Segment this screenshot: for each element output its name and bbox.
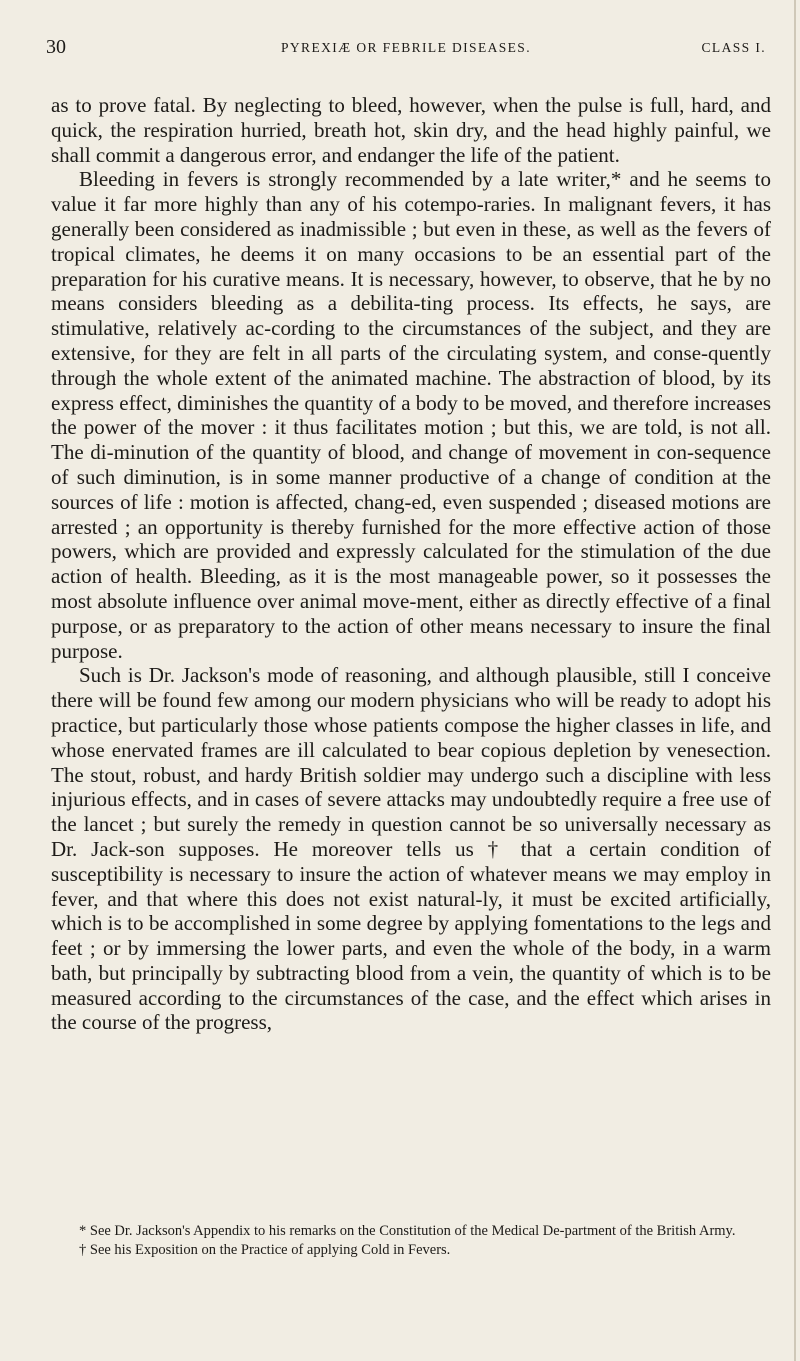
paragraph: as to prove fatal. By neglecting to bleed, however, when the pulse is full, hard, and quick, the respiration hurried, breath hot, skin dry, and the head highly painful, we shall commit a dangerous error, and endanger the life of the patient. (51, 93, 771, 167)
running-title: PYREXIÆ OR FEBRILE DISEASES. (281, 40, 531, 55)
class-label: CLASS I. (701, 40, 766, 55)
footnote: † See his Exposition on the Practice of applying Cold in Fevers. (79, 1242, 451, 1258)
page-header (46, 36, 766, 66)
page-edge (794, 0, 796, 1361)
footnotes (51, 1222, 771, 1260)
paragraph: Bleeding in fevers is strongly recommended by a late writer,* and he seems to value it far more highly than any of his cotempo-raries. In malignant fevers, it has generally been considered as inadmissible ; but even in these, as well as the fevers of tropical climates, he deems it on many occasions to be an essential part of the preparation for his curative means. It is necessary, however, to observe, that he by no means considers bleeding as a debilita-ting process. Its effects, he says, are stimulative, relatively ac-cording to the circumstances of the subject, and they are extensive, for they are felt in all parts of the circulating system, and conse-quently through the whole extent of the animated machine. The abstraction of blood, by its express effect, diminishes the quantity of a body to be moved, and therefore increases the power of the mover : it thus facilitates motion ; but this, we are told, is not all. The di-minution of the quantity of blood, and change of movement in con-sequence of such diminution, is in some manner productive of a change of condition at the sources of life : motion is affected, chang-ed, even suspended ; diseased motions are arrested ; an opportunity is thereby furnished for the more effective action of those powers, which are provided and expressly calculated for the stimulation of the due action of health. Bleeding, as it is the most manageable power, so it possesses the most absolute influence over animal move-ment, either as directly effective of a final purpose, or as preparatory to the action of other means necessary to insure the final purpose. (51, 167, 771, 663)
paragraph: Such is Dr. Jackson's mode of reasoning, and although plausible, still I conceive there will be found few among our modern physicians who will be ready to adopt his practice, but particularly those whose patients compose the higher classes in life, and whose enervated frames are ill calculated to bear copious depletion by venesection. The stout, robust, and hardy British soldier may undergo such a discipline with less injurious effects, and in cases of severe attacks may undoubtedly require a free use of the lancet ; but surely the remedy in question cannot be so universally necessary as Dr. Jack-son supposes. He moreover tells us † that a certain condition of susceptibility is necessary to insure the action of whatever means we may employ in fever, and that where this does not exist natural-ly, it must be excited artificially, which is to be accomplished in some degree by applying fomentations to the legs and feet ; or by immersing the lower parts, and even the whole of the body, in a warm bath, but principally by subtracting blood from a vein, the quantity of which is to be measured according to the circumstances of the case, and the effect which arises in the course of the progress, (51, 663, 771, 1035)
footnote: * See Dr. Jackson's Appendix to his remarks on the Constitution of the Medical De-partment of the British Army. (79, 1223, 736, 1239)
page-number: 30 (46, 36, 66, 58)
body-text (51, 93, 771, 1035)
